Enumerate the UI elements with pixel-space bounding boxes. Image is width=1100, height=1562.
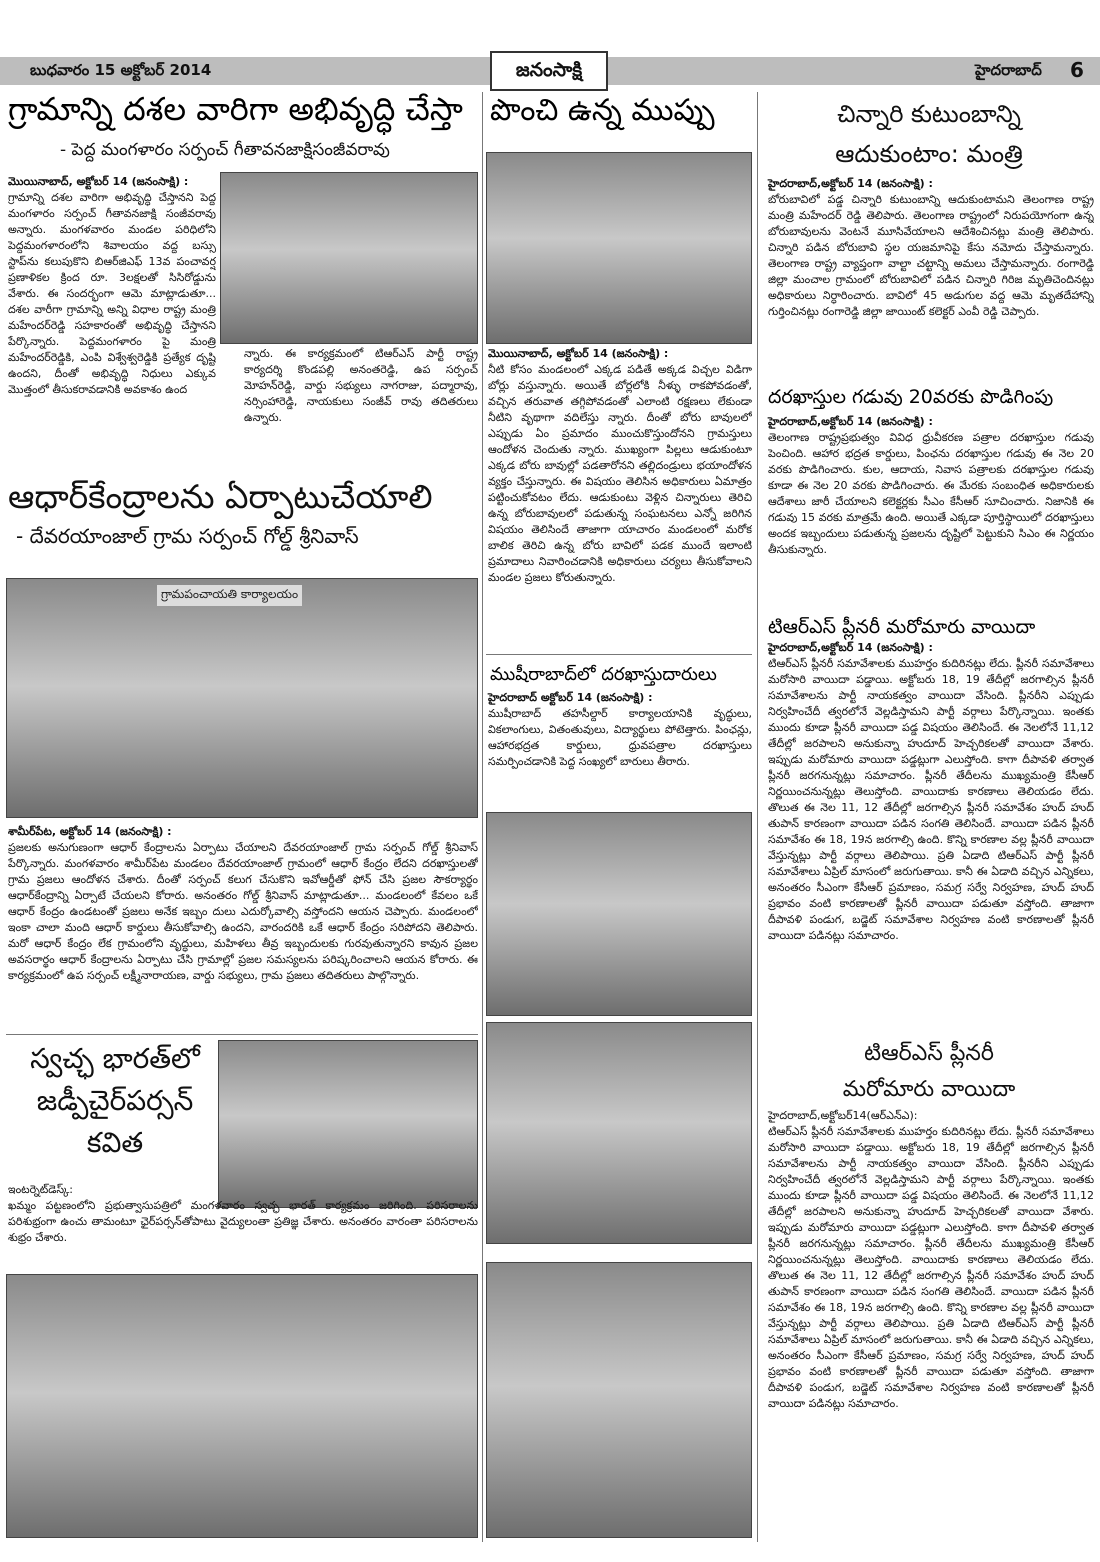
article-body: ప్రజలకు అనుగుణంగా ఆధార్ కేంద్రాలను ఏర్పాటు చేయాలని దేవరయాంజాల్ గ్రామ సర్పంచ్ గోల్డ్ శ్రీనివాస్ పేర్కొన్నారు. మంగళవారం శామీర్‌పేట మండలం దేవరయాంజాల్ గ్రామంలో ఆధార్ కేంద్రం లేదని దరఖాస్తులతో గ్రామ ప్రజలు ఆందోళన చేశారు. దీంతో సర్పంచ్ కలుగ చేసుకొని ఇవోఆర్డీతో ఫోన్ చేసి ప్రజల సౌకర్యార్థం ఆధార్‌కేంద్రాన్ని ఏర్పాటే చేయలని కోరారు. అనంతరం గోల్డ్ శ్రీనివాస్ మాట్లాడుతూ... మండలంలో కేవలం ఒకే ఆధార్ కేంద్రం ఉండటంతో ప్రజలు అనేక ఇబ్బం దులు ఎదుర్కోవాల్సి వస్తోందని ఆయన చెప్పారు. మండలంలో ఇంకా చాలా మంది ఆధార్ కార్డులు తీసుకోవాల్సి ఉందని, వారందరికి ఒకే ఆధార్ కేంద్రం సరిపోదని తెలిపారు. మరో ఆధార్ కేంద్రం లేక గ్రామంలోని వృద్ధులు, మహిళలు తీవ్ర ఇబ్బందులకు గురవుతున్నారని కావున ప్రజల అవసరార్థం ఆధార్ కేంద్రాలను ఏర్పాటు చేసి గ్రామాల్లో ప్రజల సమస్యలను పరిష్కరించాలని ఆయన కోరారు. ఈ కార్యక్రమంలో ఉప సర్పంచ్ లక్ష్మీనారాయణ, వార్డు సభ్యులు, గ్రామ ప్రజలు తదితరులు పాల్గొన్నారు.: [8, 841, 478, 982]
headline: పొంచి ఉన్న ముప్పు: [490, 93, 715, 128]
headline: [764, 1036, 1094, 1108]
headline-line: జడ్పీచైర్‌పర్సన్: [36, 1084, 194, 1117]
article-body: న్నారు. ఈ కార్యక్రమంలో టిఆర్ఎస్ పార్టీ రాష్ట్ర కార్యదర్శి కొండపల్లి అనంతరెడ్డి, ఉప సర్పంచ్ మోహన్‌రెడ్డి, వార్డు సభ్యులు నాగరాజు, పద్మారావు, నర్సింహారెడ్డి, నాయకులు సంజీవ్ రావు తదితరులు ఉన్నారు.: [244, 347, 478, 424]
subheadline: - దేవరయాంజాల్ గ్రామ సర్పంచ్ గోల్డ్ శ్రీనివాస్: [16, 524, 359, 548]
issue-date: బుధవారం 15 అక్టోబర్ 2014: [30, 61, 212, 79]
headline: టిఆర్ఎస్ ప్లీనరీ మరోమారు వాయిదా: [768, 616, 1036, 638]
dateline: హైదరాబాద్,అక్టోబర్ 14 (జనంసాక్షి) :: [768, 641, 933, 654]
dateline: మొయినాబాద్, అక్టోబర్ 14 (జనంసాక్షి) :: [488, 347, 669, 360]
headline-line: స్వచ్ఛ భారత్‌లో: [30, 1042, 200, 1075]
edition-city: హైదరాబాద్: [975, 61, 1042, 79]
news-photo: [6, 578, 478, 818]
dateline: హైదరాబాద్,అక్టోబర్ 14 (జనంసాక్షి) :: [768, 415, 933, 428]
news-photo: [220, 172, 478, 344]
article-body: గ్రామాన్ని దశల వారిగా అభివృద్ధి చేస్తానని పెద్ద మంగళారం సర్పంచ్ గీతావనజాక్షి సంజీవరావు అన్నారు. మంగళవారం మండల పరిధిలోని పెద్దమంగళారంలోని శివాలయం వద్ద బస్సు స్టాప్‌ను కలుపుకొని బిఆర్‌జిఎఫ్ 13వ పంచావర్ష ప్రణాళికల క్రింద రూ. 3లక్షలతో సిసిరోడ్డును వేశారు. ఈ సందర్భంగా ఆమె మాట్లాడుతూ... దశల వారీగా గ్రామాన్ని అన్ని విధాల రాష్ట్ర మంత్రి మహేందర్‌రెడ్డి సహకారంతో అభివృద్ధి చేస్తానని పేర్కొన్నారు. పెద్దమంగళారం పై మంత్రి మహేందర్‌రెడ్డికి, ఎంపి విశ్వేశ్వరెడ్డికి ప్రత్యేక దృష్టి ఉందని, దీంతో అభివృద్ధి నిధులు ఎక్కువ మొత్తంలో తీసుకరావడానికి అవకాశం ఉంద: [8, 191, 216, 396]
headline: ఆధార్‌కేంద్రాలను ఏర్పాటుచేయాలి: [8, 477, 433, 516]
dateline: శామీర్‌పేట, అక్టోబర్ 14 (జనంసాక్షి) :: [8, 825, 172, 838]
headline: ముషీరాబాద్‌లో దరఖాస్తుదారులు: [490, 664, 717, 685]
news-photo: [218, 1040, 478, 1208]
article-body: టిఆర్ఎస్ ప్లీనరీ సమావేశాలకు ముహర్తం కుదిరినట్లు లేదు. ప్లీనరీ సమావేశాలు మరోసారి వాయిదా పడ్డాయి. అక్టోబరు 18, 19 తేదీల్లో జరగాల్సిన ప్లీనరీ సమావేశాలను పార్టీ నాయకత్వం వాయిదా వేసింది. ప్లీనరీని ఎప్పుడు నిర్వహించేదీ త్వరలోనే వెల్లడిస్తామని పార్టీ వర్గాలు పేర్కొన్నాయి. ఇంతకు ముందు కూడా ప్లీనరీ వాయిదా పడ్డ విషయం తెలిసిందే. ఈ నెలలోనే 11,12 తేదీల్లో జరపాలని అనుకున్నా హుదూద్ హెచ్చరికలతో వాయిదా వేశారు. ఇప్పుడు మరోమారు వాయిదా పడ్డట్లుగా ఎలుస్తోంది. కాగా దీపావళి తర్వాత ప్లీనరీ జరగనున్నట్లు సమాచారం. ప్లీనరీ తేదీలను ముఖ్యమంత్రి కేసీఆర్ నిర్ణయించనున్నట్లు తెలుస్తోంది. వాయిదాకు కారణాలు తెలియడం లేదు. తొలుత ఈ నెల 11, 12 తేదీల్లో జరగాల్సిన ప్లీనరీ సమావేశం హుద్ హుద్ తుపాన్ కారణంగా వాయిదా పడిన సంగతి తెలిసిందే. వాయిదా పడిన ప్లీనరీ సమావేశం ఈ 18, 19న జరగాల్సి ఉంది. కొన్ని కారణాల వల్ల ప్లీనరీ వాయిదా వేస్తున్నట్లు పార్టీ వర్గాలు తెలిపాయి. ప్రతి ఏడాది టిఆర్ఎస్ పార్టీ ప్లీనరీ సమావేశాలు ఏప్రిల్ మాసంలో జరుగుతాయి. కానీ ఈ ఏడాది వచ్చిన ఎన్నికలు, అనంతరం సీఎంగా కేసీఆర్ ప్రమాణం, సమగ్ర సర్వే నిర్వహణ, హుద్ హుద్ ప్రభావం వంటి కారణాలతో ప్లీనరీ వాయిదా పడుతూ వస్తోంది. తాజాగా దీపావళి పండుగ, బడ్జెట్ సమావేశాల నిర్వహణ వంటి కారణాలతో ప్లీనరీ వాయిదా పడినట్లు సమాచారం.: [768, 1125, 1094, 1410]
article-body: టిఆర్ఎస్ ప్లీనరీ సమావేశాలకు ముహర్తం కుదిరినట్లు లేదు. ప్లీనరీ సమావేశాలు మరోసారి వాయిదా పడ్డాయి. అక్టోబరు 18, 19 తేదీల్లో జరగాల్సిన ప్లీనరీ సమావేశాలను పార్టీ నాయకత్వం వాయిదా వేసింది. ప్లీనరీని ఎప్పుడు నిర్వహించేదీ త్వరలోనే వెల్లడిస్తామని పార్టీ వర్గాలు పేర్కొన్నాయి. ఇంతకు ముందు కూడా ప్లీనరీ వాయిదా పడ్డ విషయం తెలిసిందే. ఈ నెలలోనే 11,12 తేదీల్లో జరపాలని అనుకున్నా హుదూద్ హెచ్చరికలతో వాయిదా వేశారు. ఇప్పుడు మరోమారు వాయిదా పడ్డట్లుగా ఎలుస్తోంది. కాగా దీపావళి తర్వాత ప్లీనరీ జరగనున్నట్లు సమాచారం. ప్లీనరీ తేదీలను ముఖ్యమంత్రి కేసీఆర్ నిర్ణయించనున్నట్లు తెలుస్తోంది. వాయిదాకు కారణాలు తెలియడం లేదు. తొలుత ఈ నెల 11, 12 తేదీల్లో జరగాల్సిన ప్లీనరీ సమావేశం హుద్ హుద్ తుపాన్ కారణంగా వాయిదా పడిన సంగతి తెలిసిందే. వాయిదా పడిన ప్లీనరీ సమావేశం ఈ 18, 19న జరగాల్సి ఉంది. కొన్ని కారణాల వల్ల ప్లీనరీ వాయిదా వేస్తున్నట్లు పార్టీ వర్గాలు తెలిపాయి. ప్రతి ఏడాది టిఆర్ఎస్ పార్టీ ప్లీనరీ సమావేశాలు ఏప్రిల్ మాసంలో జరుగుతాయి. కానీ ఈ ఏడాది వచ్చిన ఎన్నికలు, అనంతరం సీఎంగా కేసీఆర్ ప్రమాణం, సమగ్ర సర్వే నిర్వహణ, హుద్ హుద్ ప్రభావం వంటి కారణాలతో ప్లీనరీ వాయిదా పడుతూ వస్తోంది. తాజాగా దీపావళి పండుగ, బడ్జెట్ సమావేశాల నిర్వహణ వంటి కారణాలతో ప్లీనరీ వాయిదా పడినట్లు సమాచారం.: [768, 657, 1094, 942]
article-body: నీటి కోసం మండలంలో ఎక్కడ పడితే అక్కడ విచ్చల విడిగా బోర్లు వస్తున్నారు. అయితే బోర్లలోకి నీళ్ళు రాకపోవడంతో, వచ్చిన తరువాత తగ్గిపోవడంతో ఎలాంటి రక్షణలు లేకుండా నీటిని వృథాగా వదిలేస్తు న్నారు. దీంతో బోరు బావులలో ఎప్పుడు ఏం ప్రమాదం ముంచుకొస్తుందోనని గ్రామస్తులు ఆందోళన చెందుతు న్నారు. ముఖ్యంగా పిల్లలు ఆడుకుంటూ ఎక్కడ బోరు బావుల్లో పడతారోనని తల్లిదండ్రులు భయాందోళన వ్యక్తం చేస్తున్నారు. ఈ విషయం తెలిసిన అధికారులు ఏమాత్రం పట్టించుకోవటం లేదు. ఆడుకుంటు వెళ్లిన చిన్నారులు తెరిచి ఉన్న బోరుబావులలో పడుతున్న సంఘటనలు ఎన్నో జరిగిన విషయం తెలిసిందే తాజాగా యాచారం మండలంలో మరోక బాలిక తెరిచి ఉన్న బోరు బావిలో పడక ముందే ఇలాంటి ప్రమాదాలు నివారించడానికి అధికారులు చర్యలు తీసుకోవాలని మండల ప్రజలు కోరుతున్నారు.: [488, 363, 752, 584]
headline: గ్రామాన్ని దశల వారిగా అభివృద్ధి చేస్తా: [8, 90, 463, 128]
headline: [764, 94, 1094, 174]
photo-signboard: గ్రామపంచాయతి కార్యాలయం: [157, 585, 302, 606]
section-divider: [486, 654, 752, 655]
headline-line: ఆదుకుంటాం: మంత్రి: [835, 140, 1023, 168]
news-photo: [486, 1262, 752, 1538]
page-number: 6: [1070, 58, 1084, 82]
article-body: ముషీరాబాద్ తహసీల్దార్ కార్యాలయానికి వృద్ధులు, వికలాంగులు, వితంతువులు, విద్యార్థులు పోటెత్తారు. పింఛన్లు, ఆహారభద్రత కార్డులు, ధ్రువపత్రాల దరఖాస్తులు సమర్పించడానికి పెద్ద సంఖ్యలో బారులు తీరారు.: [488, 707, 752, 768]
dateline: హైదరాబాద్ అక్టోబర్ 14 (జనంసాక్షి) :: [488, 691, 653, 704]
article-body: ఖమ్మం పట్టణంలోని ప్రభుత్వాసుపత్రిలో మంగళవారం స్వచ్ఛ భారత్ కార్యక్రమం జరిగింది. పరిసరాలను పరిశుభ్రంగా ఉంచు తామంటూ ఛైర్‌పర్సన్‌తోపాటు వైద్యులంతా ప్రతిజ్ఞ చేశారు. అనంతరం వారంతా పరిసరాలను శుభ్రం చేశారు.: [8, 1199, 478, 1244]
headline-line: మరోమారు వాయిదా: [842, 1077, 1016, 1102]
headline: [20, 1038, 210, 1164]
article-body: బోరుబావిలో పడ్డ చిన్నారి కుటుంబాన్ని ఆదుకుంటామని తెలంగాణ రాష్ట్ర మంత్రి మహేందర్ రెడ్డి తెలిపారు. తెలంగాణ రాష్ట్రంలో నిరుపయోగంగా ఉన్న బోరుబావులను వెంటనే మూసివేయాలని ఆదేశించినట్లు మంత్రి తెలిపారు. చిన్నారి పడిన బోరుబావి స్థల యజమానిపై కేసు నమోదు చేస్తామన్నారు. తెలంగాణ రాష్ట్ర వ్యాప్తంగా వాల్టా చట్టాన్ని అమలు చేస్తామన్నారు. రంగారెడ్డి జిల్లా మంచాల గ్రామంలో బోరుబావిలో పడిన చిన్నారి గిరిజ మృతిచెందినట్లు అధికారులు నిర్ధారించారు. బావిలో 45 అడుగుల వద్ద ఆమె మృతదేహాన్ని గుర్తించినట్లు రంగారెడ్డి జిల్లా జాయింట్ కలెక్టర్ ఎంవీ రెడ్డి చెప్పారు.: [768, 193, 1094, 318]
headline: దరఖాస్తుల గడువు 20వరకు పొడిగింపు: [768, 386, 1054, 408]
dateline: ఇంటర్నెట్‌డెస్క్:: [8, 1183, 73, 1196]
column-divider: [482, 92, 483, 1542]
news-photo: [486, 812, 752, 1016]
article-body: తెలంగాణ రాష్ట్రప్రభుత్వం వివిధ ధ్రువీకరణ పత్రాల దరఖాస్తుల గడువు పెంచింది. ఆహార భద్రత కార్డులు, పింఛను దరఖాస్తుల గడువు ఈ నెల 20 వరకు పొడిగించారు. కుల, ఆదాయ, నివాస పత్రాలకు దరఖాస్తుల గడువు కూడా ఈ నెల 20 వరకు పొడిగించారు. ఈ మేరకు సంబంధిత అధికారులకు ఆదేశాలు జారీ చేయాలని కలెక్టర్లకు సీఎం కేసీఆర్ సూచించారు. నిజానికి ఈ గడువు 15 వరకు మాత్రమే ఉంది. అయితే ఎక్కడా పూర్తిస్థాయిలో దరఖాస్తులు అందక ఇబ్బందులు పడుతున్న ప్రజలను దృష్టిలో పెట్టుకుని సిఎం ఈ నిర్ణయం తీసుకున్నారు.: [768, 431, 1094, 556]
news-photo: [486, 1022, 752, 1244]
news-photo: [6, 1274, 478, 1538]
news-photo: [486, 152, 752, 344]
dateline: మొయినాబాద్, అక్టోబర్ 14 (జనంసాక్షి) :: [8, 175, 189, 188]
dateline: హైదరాబాద్,అక్టోబర్14(ఆర్ఎన్ఎ):: [768, 1109, 918, 1122]
subheadline: - పెద్ద మంగళారం సర్పంచ్ గీతావనజాక్షిసంజీవరావు: [60, 140, 390, 160]
column-divider: [757, 92, 758, 1542]
dateline: హైదరాబాద్,అక్టోబర్ 14 (జనంసాక్షి) :: [768, 177, 933, 190]
headline-line: చిన్నారి కుటుంబాన్ని: [837, 100, 1021, 128]
headline-line: కవిత: [86, 1126, 144, 1159]
masthead: [0, 57, 1100, 85]
newspaper-logo: జనంసాక్షి: [490, 51, 608, 91]
headline-line: టిఆర్ఎస్ ప్లీనరీ: [864, 1041, 994, 1066]
section-divider: [6, 1034, 478, 1035]
